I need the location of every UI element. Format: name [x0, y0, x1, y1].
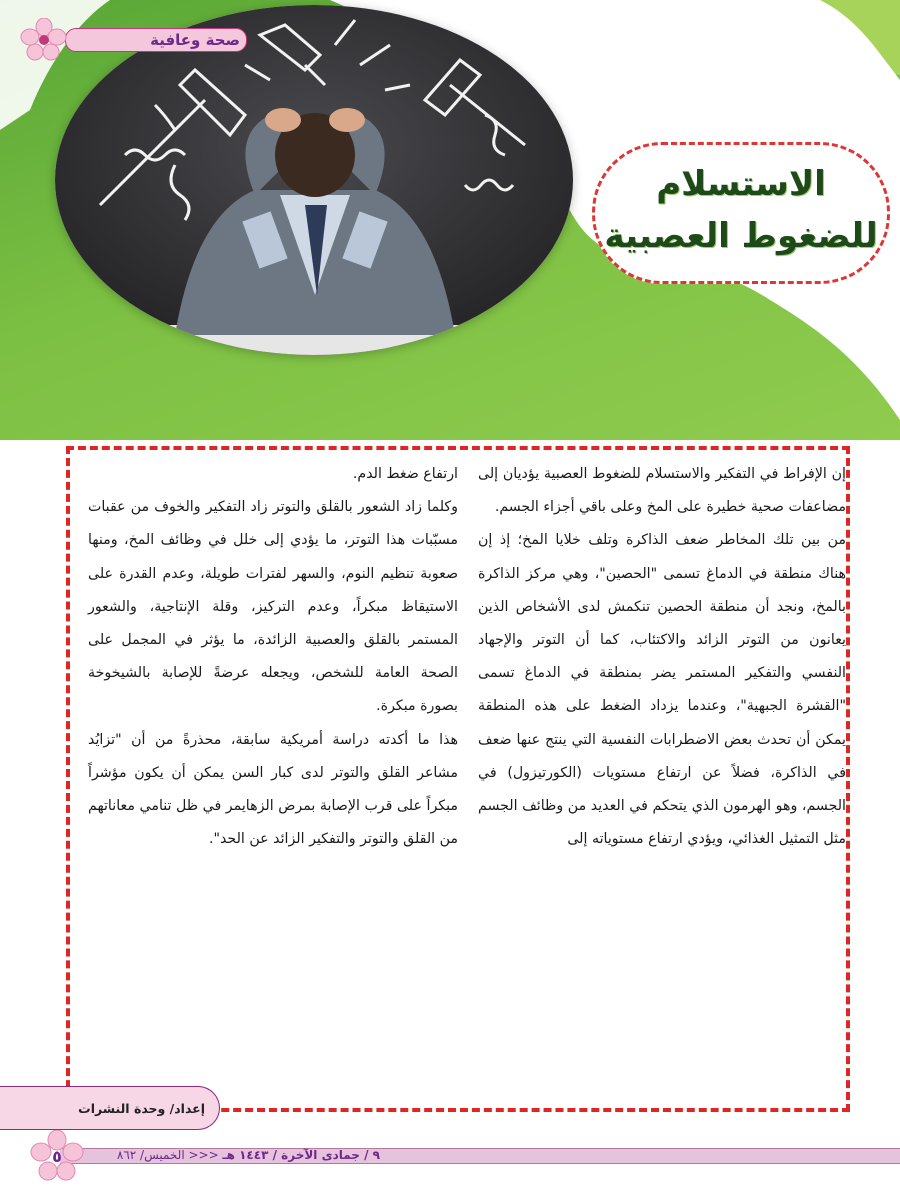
- paragraph: ارتفاع ضغط الدم.: [352, 466, 458, 482]
- paragraph: هذا ما أكدته دراسة أمريكية سابقة، محذرةً من أن "تزايُد مشاعر القلق والتوتر لدى كبار السن يمكن أن يكون مؤشراً مبكراً على قرب الإصابة بمرض الزهايمر في ظل تنامي معاناتهم من القلق والتوتر والتفكير الزائد عن الحد".: [88, 731, 458, 848]
- credit-tab: [0, 1086, 220, 1130]
- page-number: ٥: [52, 1147, 62, 1166]
- paragraph: من بين تلك المخاطر ضعف الذاكرة وتلف خلايا المخ؛ إذ إن هناك منطقة في الدماغ تسمى "الحصين"، وهي مركز الذاكرة بالمخ، ونجد أن منطقة الحصين تنكمش لدى الأشخاص الذين يعانون من التوتر الزائد والاكتئاب، كما أن التوتر والإجهاد النفسي والتفكير المستمر يضر بمنطقة في الدماغ تسمى "القشرة الجبهية"، وعندما يزداد الضغط على هذه المنطقة يمكن أن تحدث بعض الاضطرابات النفسية التي ينتج عنها ضعف في الذاكرة، فضلاً عن ارتفاع مستويات (الكورتيزول) في الجسم، وهو الهرمون الذي يتحكم في العديد من وظائف الجسم مثل التمثيل الغذائي، ويؤدي ارتفاع مستوياته إلى: [478, 532, 846, 848]
- article-title-line2: للضغوط العصبية: [604, 216, 878, 256]
- article-title-line1: الاستسلام: [656, 164, 826, 204]
- section-label: صحة وعافية: [150, 31, 240, 49]
- paragraph: وكلما زاد الشعور بالقلق والتوتر زاد التفكير والخوف من عقبات مسبّبات هذا التوتر، ما يؤدي إلى خلل في وظائف المخ، ومنها صعوبة تنظيم النوم، والسهر لفترات طويلة، وعدم القدرة على الاستيقاظ مبكراً، وعدم التركيز، وقلة الإنتاجية، والشعور المستمر بالقلق والعصبية الزائدة، ما يؤثر في المجمل على الصحة العامة للشخص، ويجعله عرضةً للإصابة بالشيخوخة بصورة مبكرة.: [88, 499, 458, 715]
- article-text-frame: [66, 446, 850, 1112]
- footer-issue: الخميس/ ٨٦٢: [116, 1148, 185, 1162]
- article-column-left: [88, 458, 458, 856]
- title-box: [592, 142, 890, 284]
- footer-info: [90, 1145, 380, 1165]
- footer-date: ٩ / جمادى الآخرة / ١٤٤٣ هـ: [222, 1148, 380, 1162]
- stressed-man-photo: [55, 5, 573, 355]
- paragraph: إن الإفراط في التفكير والاستسلام للضغوط العصبية يؤديان إلى مضاعفات صحية خطيرة على المخ وعلى باقي أجزاء الجسم.: [478, 466, 846, 516]
- footer-separator: <<<: [188, 1148, 219, 1162]
- article-column-right: [478, 458, 846, 856]
- flower-icon: [20, 18, 68, 62]
- section-tab: [20, 22, 240, 56]
- author-credit: إعداد/ وحدة النشرات: [78, 1101, 205, 1116]
